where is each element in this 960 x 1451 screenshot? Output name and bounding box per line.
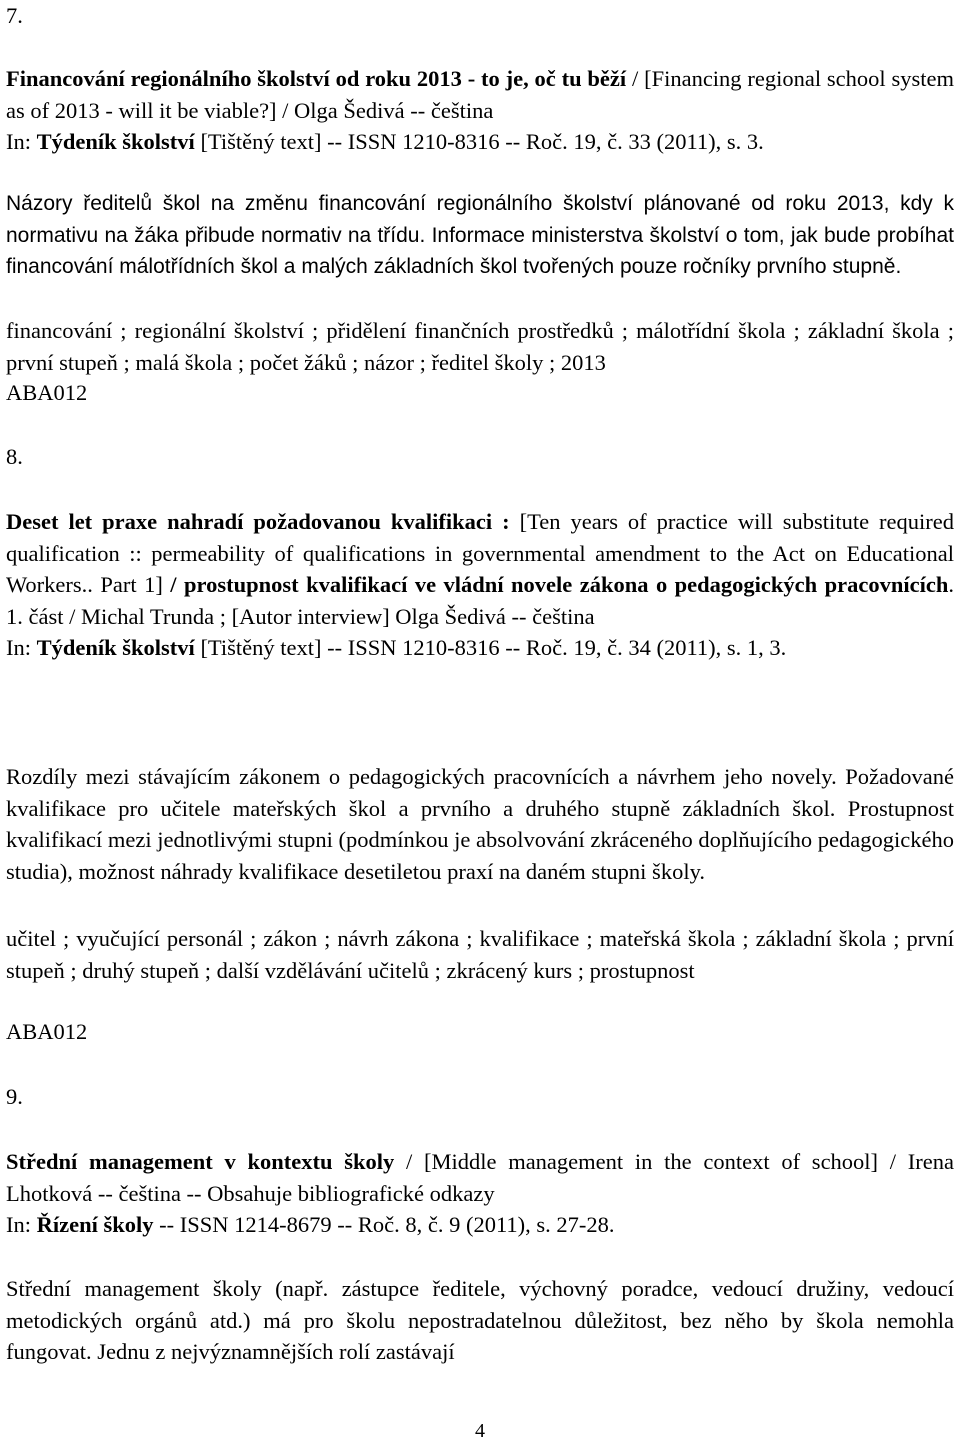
entry-citation [6,506,954,664]
in-prefix: In: [6,129,37,154]
entry-title: Financování regionálního školství od roku 2013 - to je, oč tu běží [6,66,627,91]
page-number: 4 [475,1420,485,1442]
citation-text: [Ten years of practice will substitute required qualification :: permeability of qualifications in governmental amendment to the Act on Educational Workers.. Part 1] [6,509,954,597]
source-details: [Tištěný text] -- ISSN 1210-8316 -- Roč. 19, č. 34 (2011), s. 1, 3. [194,635,787,660]
entry-number: 8. [6,444,23,469]
entry-keywords: učitel ; vyučující personál ; zákon ; návrh zákona ; kvalifikace ; mateřská škola ; základní škola ; první stupeň ; druhý stupeň ; další vzdělávání učitelů ; zkrácený kurs ; prostupnost [6,926,954,983]
entry-code: ABA012 [6,1019,88,1044]
citation-text: . 1. část / Michal Trunda ; [Autor interview] Olga Šedivá -- čeština [6,572,954,629]
entry-subtitle: prostupnost kvalifikací ve vládní novele zákona o pedagogických pracovnících [176,572,949,597]
entry-title: Deset let praxe nahradí požadovanou kvalifikaci : [6,509,510,534]
in-prefix: In: [6,1212,37,1237]
abstract-text-a: Názory ředitelů škol na změnu financování regionálního školství plánované od roku 2013, kdy k normativu na žáka přibude normativ na třídu. [6,192,954,247]
entry-keywords: financování ; regionální školství ; přidělení finančních prostředků ; málotřídní škola ; základní škola ; první stupeň ; malá škola ; počet žáků ; názor ; ředitel školy ; 2013 [6,318,954,375]
abstract-text-b: Informace ministerstva školství o tom, jak bude probíhat financování málotřídních škol a malých základních škol tvořených pouze ročníky prvního stupně. [6,223,954,278]
entry-abstract: Střední management školy (např. zástupce ředitele, výchovný poradce, vedoucí družiny, vedoucí metodických orgánů atd.) má pro školu nepostradatelnou důležitost, bez něho by škola nemohla fungovat. Jednu z nejvýznamnějších rolí zastávají [6,1276,954,1364]
citation-text: / [Financing regional school system as of 2013 - will it be viable?] / Olga Šedivá -- čeština [6,66,954,123]
source-details: -- ISSN 1214-8679 -- Roč. 8, č. 9 (2011), s. 27-28. [153,1212,615,1237]
entry-title: Střední management v kontextu školy [6,1149,395,1174]
in-prefix: In: [6,635,37,660]
journal-title: Týdeník školství [36,635,195,660]
entry-abstract: Rozdíly mezi stávajícím zákonem o pedagogických pracovnících a návrhem jeho novely. Požadované kvalifikace pro učitele mateřských škol a prvního a druhého stupně základních škol. Prostupnost kvalifikací mezi jednotlivými stupni (podmínkou je absolvování zkráceného doplňujícího pedagogického studia), možnost náhrady kvalifikace desetiletou praxí na daném stupni školy. [6,764,954,884]
citation-text: / [Middle management in the context of school] / Irena Lhotková -- čeština -- Obsahuje bibliografické odkazy [6,1149,954,1206]
entry-code: ABA012 [6,380,88,405]
journal-title: Řízení školy [36,1212,154,1237]
entry-abstract [6,188,954,283]
source-details: [Tištěný text] -- ISSN 1210-8316 -- Roč. 19, č. 33 (2011), s. 3. [194,129,764,154]
entry-number: 9. [6,1084,23,1109]
journal-title: Týdeník školství [36,129,195,154]
citation-slash: / [170,572,177,597]
entry-number: 7. [6,3,23,28]
entry-citation [6,63,954,158]
entry-citation [6,1146,954,1241]
